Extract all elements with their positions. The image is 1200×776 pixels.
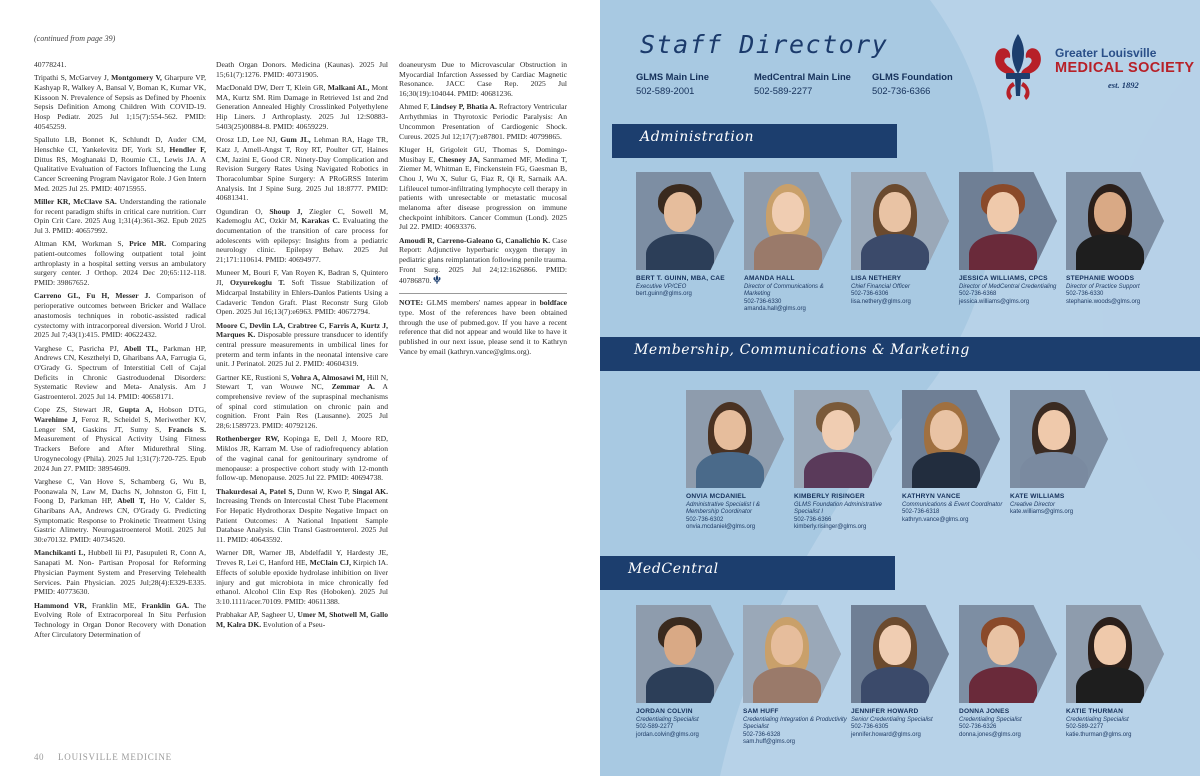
reference-entry: Altman KM, Workman S, Price MR. Comparing patient-outcomes following outpatient total joint arthroplasty in a hospital setting versus an ambulatory surgery center. J Orthop. 2024 Dec 20;65:112-118. PMID: 39867652. [34,239,206,288]
reference-entry: 40778241. [34,60,67,69]
staff-title [851,717,955,739]
staff-name: BERT T. GUINN, MBA, CAE [636,275,725,282]
reference-entry: Thakurdesai A, Patel S, Dunn W, Kwo P, Singal AK. Increasing Trends on Intercostal Chest Tube Placement For Hepatic Hydrothorax Despite Negative Impact on Patient Outcomes: A National Inpatient Sample Database Analysis. Clin Transl Gastroenterol. 2025 Jul 11. PMID: 40643592. [216,486,388,545]
phone-glms-main [636,71,709,96]
reference-entry: doaneurysm Due to Microvascular Obstruction in Myocardial Infarction Assessed by Cardiac Magnetic Resonance. JACC Case Rep. 2025 Jul 16;30(19):104044. PMID: 40681236. [399,60,567,99]
reference-entry: Manchikanti L, Hubbell Iii PJ, Pasupuleti R, Conn A, Sanapati M. Non- Partisan Proposal for Reforming Physician Payment System and Preserving Telehealth Services. Pain Physician. 2025 Jul;28(4):E329-E335. PMID: 40773630. [34,548,206,597]
reference-entry: Kluger H, Grigoleit GU, Thomas S, Domingo-Musibay E, Chesney JA, Sanmamed MF, Medina T, Ziemer M, Whitman E, Finckenstein FG, Gaesman B, Chou J, Wu X, Sulur G, Fiaz R, Qi R, Sarnaik AA. Lifileucel tumor-infiltrating lymphocyte cell therapy in patients with unresectable or metastatic mucosal melanoma after disease progression on immune checkpoint inhibitors. Cancer Commun (Lond). 2025 Jul 22. PMID: 40693376. [399,144,567,232]
page-number: 40 [34,752,44,762]
staff-email[interactable]: kate.williams@glms.org [1010,509,1074,516]
staff-phone: 502-736-6305 [851,724,889,731]
staff-email[interactable]: amanda.hall@glms.org [744,306,806,313]
staff-role: Credentialing Specialist [636,717,699,723]
org-name-line-2: MEDICAL SOCIETY [1055,60,1195,76]
staff-email[interactable]: jennifer.howard@glms.org [851,731,921,738]
reference-entry: Hammond VR, Franklin ME, Franklin GA. The Evolving Role of Extracorporeal In Situ Perfusion Technology in Organ Donor Recovery with Donation After Circulatory Determination of [34,600,206,639]
fleur-de-lis-end-icon [433,275,441,284]
org-established: est. 1892 [1108,80,1139,90]
section-title: Administration [640,129,755,145]
staff-email[interactable]: donna.jones@glms.org [959,731,1021,738]
staff-directory-page [600,0,1200,776]
staff-title [744,284,848,314]
reference-entry: Warner DR, Warner JB, Abdelfadil Y, Hardesty JE, Treves R, Lei C, Hanford HE, McClain CJ, Kirpich IA. Effects of soluble epoxide hydrolase inhibition on liver injury and gut microbiota in mice chronically fed ethanol. Alcohol Clin Exp Res (Hoboken). 2025 Jul 3:10.1111/acer.70109. PMID: 40611388. [216,548,389,606]
staff-role: Communications & Event Coordinator [902,502,1003,508]
phone-number: 502-589-2277 [754,85,813,96]
staff-role: Senior Credentialing Specialist [851,717,933,723]
section-title: Membership, Communications & Marketing [634,342,970,358]
staff-name: LISA NETHERY [851,275,902,282]
reference-entry: Carreno GL, Fu H, Messer J. Comparison of perioperative outcomes between Bricker and Wallace anastomosis techniques in robotic-assisted radical cystectomy with intracorporeal diversion. World J Urol. 2025 Jul 7;43(1):415. PMID: 40622432. [34,291,206,340]
staff-title [1066,717,1170,739]
staff-phone: 502-736-6366 [794,516,832,523]
members-boldface-note: NOTE: GLMS members' names appear in boldface type. Most of the references have been obtained through the use of pubmed.gov. If you have a recent reference that did not appear and would like to have it published in our next issue, please send it to Kathryn Vance by email (kathryn.vance@glms.org). [399,293,567,356]
staff-email[interactable]: jessica.williams@glms.org [959,298,1030,305]
staff-phone: 502-736-6326 [959,724,997,731]
staff-phone: 502-736-6318 [902,509,940,516]
staff-phone: 502-589-2277 [1066,724,1104,731]
staff-role: Executive VP/CEO [636,284,687,290]
staff-email[interactable]: kathryn.vance@glms.org [902,516,969,523]
reference-entry: Spalluto LB, Bonnet K, Schlundt D, Auder CM, Henschke CI, Yankelevitz DF, York SJ, Hendler F, Dittus RS, Moghanaki D, Roumie CL, Lewis JA. A Qualitative Evaluation of Factors Influencing the Lung Cancer Screening Program Navigator Role. J Gen Intern Med. 2025 Jul 25. PMID: 40715955. [34,135,206,193]
staff-name: JORDAN COLVIN [636,708,693,715]
staff-name: SAM HUFF [743,708,779,715]
phone-label: GLMS Foundation [872,71,953,82]
continued-note: (continued from page 39) [34,34,116,43]
reference-entry: Amoudi R, Carreno-Galeano G, Canalichio K. Case Report: Adjunctive hyperbaric oxygen therapy in pediatric glans reimplantation following penile trauma. Front Surg. 2025 Jul 24;12:1626866. PMID: 40786870. [399,235,567,285]
reference-entry: Rothenberger RW, Kopinga E, Dell J, Moore RD, Miklos JR, Karram M. Use of radiofrequency ablation of the vaginal canal for genitourinary syndrome of menopause: a prospective cohort study with 12-month follow-up. Menopause. 2025 Jul 22. PMID: 40694738. [216,434,388,483]
staff-title [902,502,1006,524]
reference-entry: Cope ZS, Stewart JR, Gupta A, Hobson DTG, Warehime J, Feroz R, Scheidel S, Meriwether KV, Lenger SM, Gaskins JT, Sumy S, Francis S. Measurement of Physical Activity Using Fitness Trackers Before and After Midurethral Sling. Urogynecology (Phila). 2025 Jul 1;31(7):720-725. Epub 2024 Jun 27. PMID: 38954609. [34,405,207,473]
staff-name: JESSICA WILLIAMS, CPCS [959,275,1048,282]
staff-title [1010,502,1114,517]
org-name-line-1: Greater Louisville [1055,46,1157,60]
staff-name: JENNIFER HOWARD [851,708,919,715]
staff-role: Chief Financial Officer [851,284,911,290]
reference-entry: Gartner KE, Rustioni S, Vohra A, Almosawi M, Hill N, Stewart T, van Wouwe NC, Zemmar A. A comprehensive review of the supraspinal mechanisms of spinal cord stimulation on chronic pain and cognition. Front Pain Res (Lausanne). 2025 Jul 28;6:1589723. PMID: 40792126. [216,372,388,431]
staff-name: KIMBERLY RISINGER [794,493,865,500]
directory-title: Staff Directory [640,30,889,59]
staff-name: ONVIA MCDANIEL [686,493,747,500]
section-header-administration [612,124,897,158]
phone-label: GLMS Main Line [636,71,709,82]
staff-phone: 502-736-6330 [744,298,782,305]
staff-phone: 502-736-6328 [743,731,781,738]
staff-email[interactable]: jordan.colvin@glms.org [636,731,699,738]
staff-role: Director of Communications & Marketing [744,284,824,298]
magazine-title: LOUISVILLE MEDICINE [58,752,172,762]
staff-email[interactable]: katie.thurman@glms.org [1066,731,1132,738]
reference-entry: Varghese C, Pasricha PJ, Abell TL, Parkman HP, Andrews CN, Keszthelyi D, Gharibans AA, Farrugia G, O'Grady G. Spectrum of Interstitial Cell of Cajal Deficits in Chronic Gastroduodenal Disorders: Systematic Review and Meta- Analysis. Am J Gastroenterol. 2025 Jul 14. PMID: 40658171. [34,343,206,402]
reference-entry: Ogundiran O, Shoup J, Ziegler C, Sowell M, Kademoglu AC, Ozkir M, Karakas C. Evaluating the documentation of the transition of care process for adolescents with epilepsy: Insights from a pediatric neurology clinic. Epilepsy Behav. 2025 Jul 21;171:110614. PMID: 40694977. [216,206,388,265]
staff-name: KATIE THURMAN [1066,708,1124,715]
staff-phone: 502-736-6368 [959,291,997,298]
staff-email[interactable]: onvia.mcdaniel@glms.org [686,524,756,531]
section-title: MedCentral [628,561,719,577]
reference-entry: Ahmed F, Lindsey P, Bhatia A. Refractory Ventricular Arrhythmias in Thyrotoxic Periodic Paralysis: An Uncommon Presentation of Cardiogenic Shock. Cureus. 2025 Jul 12;17(7):e87801. PMID: 40799865. [399,102,567,141]
phone-label: MedCentral Main Line [754,71,851,82]
staff-email[interactable]: stephanie.woods@glms.org [1066,298,1141,305]
staff-role: Administrative Specialist I & Membership Coordinator [686,502,761,516]
staff-name: DONNA JONES [959,708,1010,715]
phone-number: 502-736-6366 [872,85,931,96]
staff-phone: 502-736-6302 [686,516,724,523]
staff-role: Credentialing Specialist [959,717,1022,723]
section-header-membership [600,337,1200,371]
staff-title [1066,284,1170,306]
phone-glms-foundation [872,71,953,96]
phone-medcentral-main [754,71,851,96]
staff-title [636,284,740,299]
staff-title [743,717,847,747]
reference-entry: Prabhakar AP, Sagheer U, Umer M, Shotwell M, Gallo M, Kalra DK. Evolution of a Pseu- [216,610,388,629]
staff-email[interactable]: bert.guinn@glms.org [636,291,692,298]
staff-title [959,717,1063,739]
staff-name: STEPHANIE WOODS [1066,275,1135,282]
reference-entry: MacDonald DW, Derr T, Klein GR, Malkani AL, Mont MA, Kurtz SM. Rim Damage in Retrieved 1st and 2nd Generation Annealed Highly Crosslinked Polyethylene Hip Liners. J Arthroplasty. 2025 Jul 12:S0883-5403(25)00884-8. PMID: 40659229. [216,83,388,131]
section-header-medcentral [600,556,895,590]
staff-title [686,502,790,532]
reference-entry: Moore C, Devlin LA, Crabtree C, Farris A, Kurtz J, Marques K. Disposable pressure transducer to identify central pressure measurements in umbilical lines for preterm and term infants in the neonatal intensive care unit. J Perinatol. 2025 Jul 2. PMID: 40604319. [216,320,388,369]
staff-title [851,284,955,306]
staff-name: AMANDA HALL [744,275,795,282]
staff-email[interactable]: sam.huff@glms.org [743,739,795,746]
reference-entry: Muneer M, Bouri F, Van Royen K, Badran S, Quintero JI, Ozyurekoglu T. Soft Tissue Stabilization of Midcarpal Instability in Ehlers-Danlos Patients Using a Cadaveric Tendon Graft. Plast Reconstr Surg Glob Open. 2025 Jul 16;13(7):e6963. PMID: 40672794. [216,268,388,317]
staff-role: Director of MedCentral Credentialing [959,284,1057,290]
reference-column-2 [216,60,388,633]
reference-column-1 [34,60,206,643]
staff-title [794,502,898,532]
staff-title [636,717,740,739]
reference-entry: Miller KR, McClave SA. Understanding the rationale for recent paradigm shifts in critical care nutrition. Curr Opin Crit Care. 2025 Aug 1;31(4):361-362. Epub 2025 Jul 3. PMID: 40657992. [34,196,206,236]
reference-entry: Varghese C, Van Hove S, Schamberg G, Wu B, Poonawala N, Law M, Dachs N, Johnston G, Fitt I, Foong D, Parkman HP, Abell T, Ho V, Calder S, Gharibans AA, Andrews CN, O'Grady G. Predicting Symptomatic Response to Prokinetic Treatment Using Gastric Alimetry. Neurogastroenterol Motil. 2025 Jul 30:e70132. PMID: 40734520. [34,476,206,545]
reference-entry: Orosz LD, Lee NJ, Gum JL, Lehman RA, Hage TR, Katz J, Amell-Angst T, Roy RT, Poulter GT, Haines CM, Jazini E, Good CR. Ninety-Day Complication and Revision Surgery Rates Using Navigated Robotics in Thoracolumbar Spine Surgery: A PRoGRSS Interim Analysis. Int J Spine Surg. 2025 Jul 18:8777. PMID: 40681341. [216,135,388,203]
phone-number: 502-589-2001 [636,85,695,96]
staff-phone: 502-589-2277 [636,724,674,731]
staff-phone: 502-736-6330 [1066,291,1104,298]
reference-entry: Death Organ Donors. Medicina (Kaunas). 2025 Jul 15;61(7):1276. PMID: 40731905. [216,60,388,79]
staff-name: KATE WILLIAMS [1010,493,1065,500]
staff-role: Credentialing Integration & Productivity Specialist [743,717,847,731]
staff-phone: 502-736-6306 [851,291,889,298]
staff-title [959,284,1063,306]
staff-role: Director of Practice Support [1066,284,1140,290]
staff-role: GLMS Foundation Administrative Specialist I [794,502,882,516]
staff-name: KATHRYN VANCE [902,493,961,500]
staff-role: Creative Director [1010,502,1056,508]
staff-role: Credentialing Specialist [1066,717,1129,723]
reference-entry: Tripathi S, McGarvey J, Montgomery V, Gharpure VP, Kashyap R, Walkey A, Bansal V, Boman K, Kumar VK, Kissoon N. Prevalence of Sepsis as Defined by Phoenix Sepsis Definition Among Children With COVID-19. Hosp Pediatr. 2025 Jul 1;15(7):554-562. PMID: 40545259. [34,73,206,131]
staff-email[interactable]: lisa.nethery@glms.org [851,298,911,305]
staff-email[interactable]: kimberly.risinger@glms.org [794,524,867,531]
reference-column-3 [399,60,567,360]
